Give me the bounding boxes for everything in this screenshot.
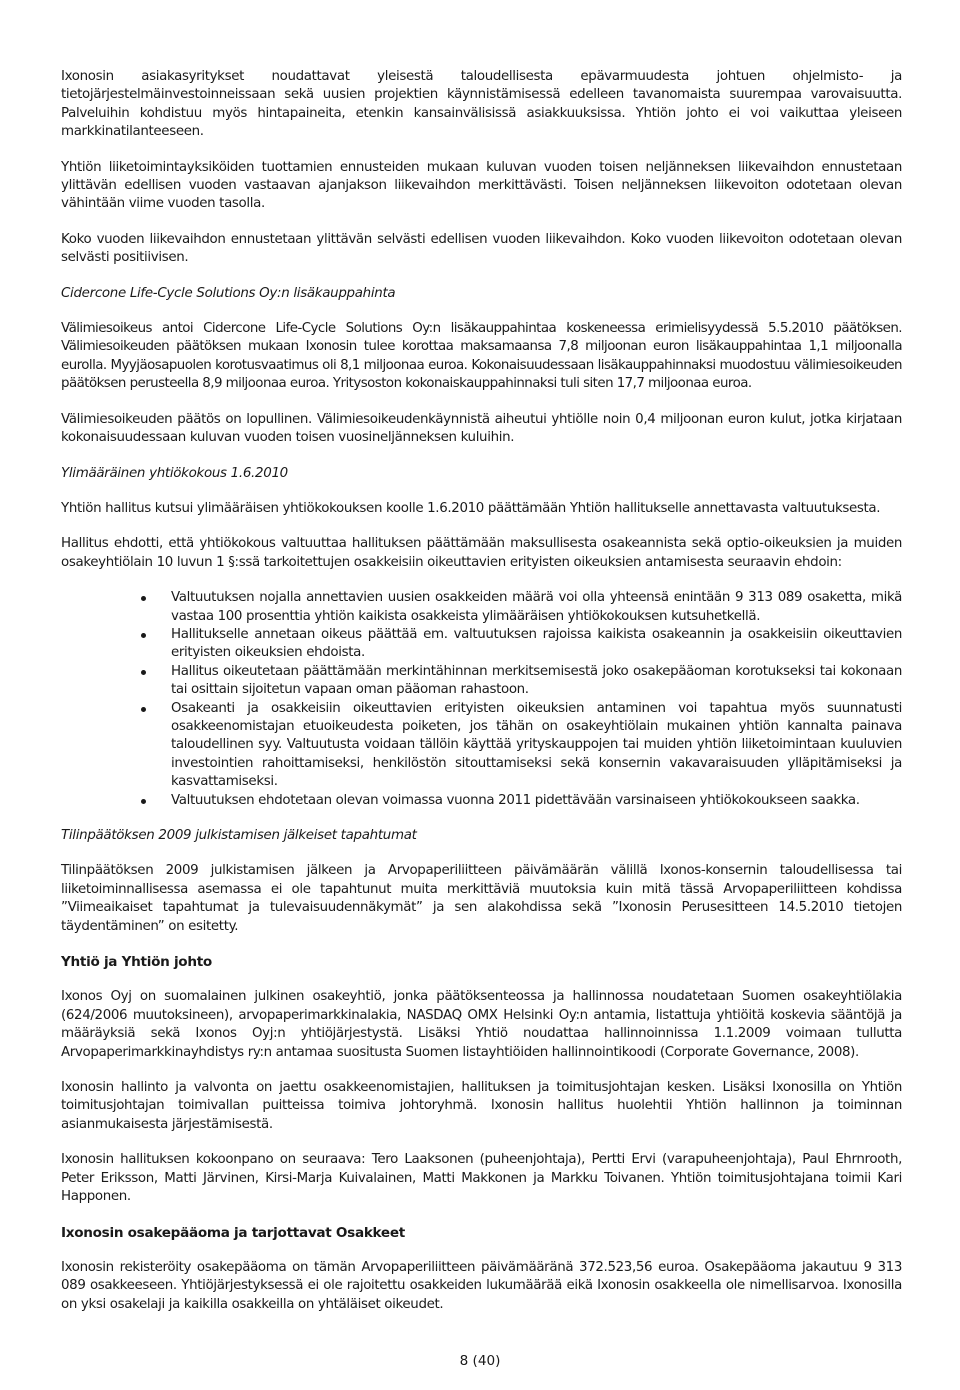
heading-cidercone: Cidercone Life-Cycle Solutions Oy:n lisäkauppahinta <box>61 285 396 301</box>
paragraph-governance: Ixonos Oyj on suomalainen julkinen osakeyhtiö, jonka päätöksenteossa ja hallinnossa noudatetaan Suomen osakeyhtiölakia (624/2006 muutoksineen), arvopaperimarkkinalakia, NASDAQ OMX Helsinki Oy:n antamia, listattuja yhtiöitä koskevia sääntöjä ja määräyksiä sekä Ixonos Oyj:n yhtiöjärjestystä. Lisäksi Yhtiö noudattaa hallinnoinnissa 1.1.2009 voimaan tullutta Arvopaperimarkkinayhdistys ry:n antamaa suositusta Suomen listayhtiöiden hallinnointikoodi (Corporate Governance, 2008). <box>61 989 902 1060</box>
paragraph-arbitration-decision: Välimiesoikeus antoi Cidercone Life-Cycle Solutions Oy:n lisäkauppahintaa koskeneessa erimielisyydessä 5.5.2010 päätöksen. Välimiesoikeuden päätöksen mukaan Ixonosin tulee korottaa maksamaansa 7,8 miljoonan euron lisäkauppahintaa 1,1 miljoonalla eurolla. Myyjäosapuolen korotusvaatimus oli 8,1 miljoonaa euroa. Kokonaisuudessaan lisäkauppahinnaksi muodostuu välimiesoikeuden päätöksen perusteella 8,9 miljoonaa euroa. Yritysoston kokonaiskauppahinnaksi tuli siten 17,7 miljoonaa euroa. <box>61 321 902 392</box>
list-item: Hallitus oikeutetaan päättämään merkintähinnan merkitsemisestä joko osakepääoman korotukseksi tai kokonaan tai osittain sijoitetun vapaan oman pääoman rahastoon. <box>171 663 902 700</box>
paragraph-board-composition: Ixonosin hallituksen kokoonpano on seuraava: Tero Laaksonen (puheenjohtaja), Pertti Ervi (varapuheenjohtaja), Paul Ehrnrooth, Peter Eriksson, Matti Järvinen, Kirsi-Marja Kuivalainen, Matti Makkonen ja Markku Toivanen. Yhtiön toimitusjohtajana toimii Kari Happonen. <box>61 1152 902 1205</box>
document-page <box>61 68 902 1331</box>
list-item: Osakeanti ja osakkeisiin oikeuttavien erityisten oikeuksien antaminen voi tapahtua myös suunnatusti osakkeenomistajan etuoikeudesta poiketen, jos tähän on osakeyhtiölain mukainen yhtiön kannalta painava taloudellinen syy. Valtuutusta voidaan tällöin käyttää yrityskauppojen tai muiden yhtiön liiketoimintaan kuuluvien investointien rahoittamiseksi, henkilöstön sitouttamiseksi sekä konsernin vakavaraisuuden ylläpitämiseksi ja kasvattamiseksi. <box>171 700 902 792</box>
paragraph-egm-convened: Yhtiön hallitus kutsui ylimääräisen yhtiökokouksen koolle 1.6.2010 päättämään Yhtiön hallitukselle annettavasta valtuutuksesta. <box>61 500 881 516</box>
paragraph-administration: Ixonosin hallinto ja valvonta on jaettu osakkeenomistajien, hallituksen ja toimitusjohtajan kesken. Lisäksi Ixonosilla on Yhtiön toimitusjohtajan toimivallan puitteissa toimiva johtoryhmä. Ixonosin hallitus huolehtii Yhtiön hallinnon ja toiminnan asianmukaisesta järjestämisestä. <box>61 1080 902 1132</box>
list-item: Valtuutuksen ehdotetaan olevan voimassa vuonna 2011 pidettävään varsinaiseen yhtiökokoukseen saakka. <box>171 792 902 810</box>
paragraph-full-year-forecast: Koko vuoden liikevaihdon ennustetaan ylittävän selvästi edellisen vuoden liikevaihdon. Koko vuoden liikevoiton odotetaan olevan selvästi positiivisen. <box>61 231 902 266</box>
heading-company-management: Yhtiö ja Yhtiön johto <box>61 954 212 971</box>
bullet-icon <box>141 707 146 712</box>
list-item: Valtuutuksen nojalla annettavien uusien osakkeiden määrä voi olla yhteensä enintään 9 313 089 osaketta, mikä vastaa 100 prosenttia yhtiön kaikista osakkeista ylimääräisen yhtiökokouksen kutsuhetkellä. <box>171 589 902 626</box>
heading-post-statement-events: Tilinpäätöksen 2009 julkistamisen jälkeiset tapahtumat <box>61 828 417 843</box>
paragraph-board-proposal: Hallitus ehdotti, että yhtiökokous valtuuttaa hallituksen päättämään maksullisesta osakeannista sekä optio-oikeuksien ja muiden osakeyhtiölain 10 luvun 1 §:ssä tarkoitettujen osakkeisiin oikeuttavien erityisten oikeuksien antamisesta seuraavin ehdoin: <box>61 536 902 570</box>
bullet-icon <box>141 633 146 638</box>
bullet-icon <box>141 596 146 601</box>
paragraph-market-uncertainty: Ixonosin asiakasyritykset noudattavat yleisestä taloudellisesta epävarmuudesta johtuen ohjelmisto- ja tietojärjestelmäinvestoinneissaan sekä uusien projektien käynnistämisessä edelleen tavanomaista suurempaa varovaisuutta. Palveluihin kohdistuu myös hintapaineita, etenkin kansainvälisissä asiakkuuksissa. Yhtiön johto ei voi vaikuttaa yleiseen markkinatilanteeseen. <box>61 69 902 140</box>
authorization-terms-list <box>61 589 902 810</box>
heading-egm: Ylimääräinen yhtiökokous 1.6.2010 <box>61 465 288 481</box>
paragraph-q2-forecast: Yhtiön liiketoimintayksiköiden tuottamien ennusteiden mukaan kuluvan vuoden toisen neljänneksen liikevaihdon ennustetaan ylittävän edellisen vuoden vastaavan ajanjakson liikevaihdon merkittävästi. Toisen neljänneksen liikevoiton odotetaan olevan vähintään viime vuoden tasolla. <box>61 159 902 212</box>
paragraph-share-capital: Ixonosin rekisteröity osakepääoma on tämän Arvopaperiliitteen päivämääränä 372.523,56 euroa. Osakepääoma jakautuu 9 313 089 osakkeeseen. Yhtiöjärjestyksessä ei ole rajoitettu osakkeiden lukumäärää eikä Ixonosin osakkeella ole nimellisarvoa. Ixonosilla on yksi osakelaji ja kaikilla osakkeilla on yhtäläiset oikeudet. <box>61 1259 902 1312</box>
paragraph-arbitration-final: Välimiesoikeuden päätös on lopullinen. Välimiesoikeudenkäynnistä aiheutui yhtiölle noin 0,4 miljoonan euron kulut, jotka kirjataan kokonaisuudessaan kuluvan vuoden toisen vuosineljänneksen kuluihin. <box>61 411 902 446</box>
list-item: Hallitukselle annetaan oikeus päättää em. valtuutuksen rajoissa kaikista osakeannin ja osakkeisiin oikeuttavien erityisten oikeuksien ehdoista. <box>171 626 902 663</box>
heading-share-capital: Ixonosin osakepääoma ja tarjottavat Osakkeet <box>61 1224 405 1241</box>
page-number: 8 (40) <box>459 1353 501 1369</box>
paragraph-no-material-changes: Tilinpäätöksen 2009 julkistamisen jälkeen ja Arvopaperiliitteen päivämäärän välillä Ixonos-konsernin taloudellisessa tai liiketoiminnallisessa asemassa ei ole tapahtunut muita merkittäviä muutoksia kuin mitä tässä Arvopaperiliitteen kohdissa ”Viimeaikaiset tapahtumat ja tulevaisuudennäkymät” ja sen alakohdissa sekä ”Ixonosin Perusesitteen 14.5.2010 tietojen täydentäminen” on esitetty. <box>61 863 902 934</box>
bullet-icon <box>141 799 146 804</box>
bullet-icon <box>141 670 146 675</box>
